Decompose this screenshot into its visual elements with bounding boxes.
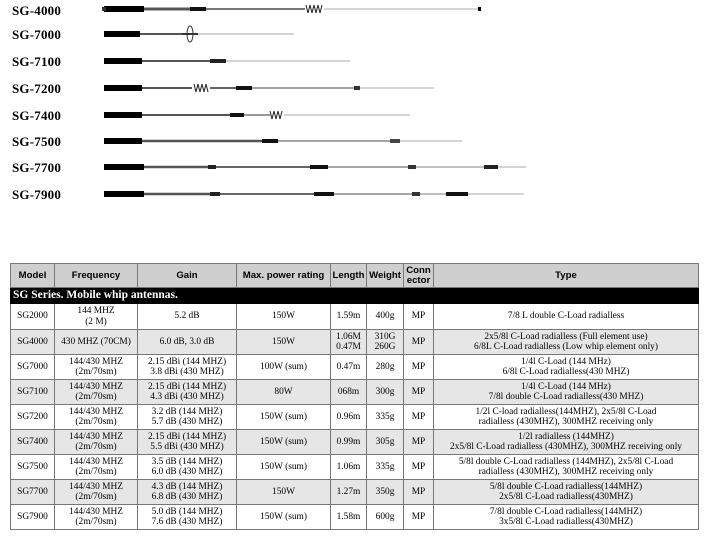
cell-connector: MP [404, 405, 434, 430]
cell-length-line: 0.47m [336, 361, 361, 372]
antenna-illustration [0, 181, 704, 208]
cell-gain-line: 4.3 dBi (430 MHZ) [150, 392, 224, 402]
cell-frequency-line: (2m/70sm) [75, 392, 117, 402]
cell-frequency-line: 144/430 MHZ [69, 406, 123, 417]
cell-weight-line: 310G [374, 331, 396, 342]
cell-gain [138, 480, 237, 505]
cell-gain-line: 5.0 dB (144 MHZ) [151, 506, 223, 517]
col-header-weight: Weight [367, 264, 404, 288]
cell-connector: MP [404, 505, 434, 530]
cell-gain-line: 2.15 dBi (144 MHZ) [147, 431, 227, 442]
cell-length [331, 505, 367, 530]
cell-type-line: 7/8 L double C-Load radialless [507, 311, 625, 322]
cell-length-line: 0.99m [336, 436, 361, 447]
cell-power: 150W [237, 304, 331, 330]
cell-weight-line: 600g [375, 511, 395, 522]
cell-weight-line: 260G [374, 342, 396, 352]
antenna-illustration [0, 154, 704, 181]
antenna-row [0, 128, 704, 155]
antenna-model-label: SG-7200 [12, 81, 62, 96]
col-header-frequency: Frequency [55, 264, 138, 288]
cell-weight [367, 405, 404, 430]
antenna-model-label: SG-7000 [12, 27, 62, 42]
cell-model: SG7100 [11, 380, 55, 405]
cell-model: SG7200 [11, 405, 55, 430]
antenna-row [0, 102, 704, 129]
series-title-row [11, 288, 699, 304]
cell-gain-line: 4.3 dB (144 MHZ) [151, 481, 223, 492]
cell-gain-line: 6.8 dB (430 MHZ) [151, 492, 223, 502]
antenna-model-label: SG-7700 [12, 160, 62, 175]
cell-type [434, 505, 699, 530]
cell-model: SG7700 [11, 480, 55, 505]
cell-type [434, 405, 699, 430]
cell-weight [367, 455, 404, 480]
cell-type [434, 480, 699, 505]
cell-power: 150W (sum) [237, 455, 331, 480]
cell-length-line: 1.27m [336, 486, 361, 497]
cell-power: 150W [237, 480, 331, 505]
cell-type [434, 304, 699, 330]
cell-weight-line: 335g [375, 461, 395, 472]
cell-type [434, 430, 699, 455]
cell-power: 150W [237, 330, 331, 355]
cell-power: 150W (sum) [237, 405, 331, 430]
cell-gain [138, 455, 237, 480]
cell-power: 80W [237, 380, 331, 405]
col-header-connector [404, 264, 434, 288]
cell-gain-line: 3.5 dB (144 MHZ) [151, 456, 223, 467]
spec-table [10, 263, 699, 530]
cell-model: SG7500 [11, 455, 55, 480]
cell-connector: MP [404, 380, 434, 405]
cell-type [434, 330, 699, 355]
cell-power: 100W (sum) [237, 355, 331, 380]
cell-model: SG7400 [11, 430, 55, 455]
antenna-model-label: SG-7100 [12, 54, 62, 69]
cell-power: 150W (sum) [237, 430, 331, 455]
cell-connector: MP [404, 430, 434, 455]
cell-frequency-line: (2m/70sm) [75, 367, 117, 377]
antenna-illustration [0, 75, 704, 102]
cell-weight [367, 505, 404, 530]
antenna-illustration [0, 128, 704, 155]
cell-length-line: 0.96m [336, 411, 361, 422]
cell-power: 150W (sum) [237, 505, 331, 530]
cell-type-line: 7/8l double C-Load radialless(430 MHZ) [488, 392, 644, 402]
cell-weight-line: 335g [375, 411, 395, 422]
cell-gain-line: 6.0 dB, 3.0 dB [159, 336, 215, 347]
cell-frequency-line: 430 MHZ (70CM) [61, 336, 131, 347]
cell-type-line: 1/4l C-Load (144 MHz) [521, 381, 611, 392]
cell-length [331, 455, 367, 480]
cell-gain [138, 380, 237, 405]
cell-gain-line: 5.5 dBi (430 MHZ) [150, 442, 224, 452]
cell-length [331, 380, 367, 405]
cell-type [434, 455, 699, 480]
table-row [11, 430, 699, 455]
table-row [11, 405, 699, 430]
cell-frequency-line: 144/430 MHZ [69, 506, 123, 517]
cell-type-line: 1/2l radialless (144MHZ) [518, 431, 614, 442]
cell-type-line: 6/8L C-Load radialless (Low whip element only) [474, 342, 658, 352]
antenna-illustration [0, 102, 704, 129]
cell-frequency [55, 405, 138, 430]
cell-type-line: 5/8l double C-Load radialless(144MHZ) [489, 481, 643, 492]
cell-connector: MP [404, 330, 434, 355]
antenna-model-label: SG-4000 [12, 3, 62, 18]
antenna-row [0, 48, 704, 75]
cell-frequency-line: 144/430 MHZ [69, 481, 123, 492]
cell-frequency-line: (2m/70sm) [75, 442, 117, 452]
series-title: SG Series. Mobile whip antennas. [11, 288, 699, 304]
cell-frequency-line: (2 M) [85, 316, 107, 327]
cell-type-line: radialless (430MHZ), 300MHZ receiving only [478, 417, 654, 427]
cell-weight [367, 480, 404, 505]
cell-weight-line: 300g [375, 386, 395, 397]
cell-length-line: 1.06M [336, 331, 361, 342]
cell-length [331, 304, 367, 330]
cell-type-line: 7/8l double C-Load radialless(144MHZ) [489, 506, 643, 517]
cell-gain-line: 3.2 dB (144 MHZ) [151, 406, 223, 417]
cell-frequency-line: 144 MHZ [77, 306, 115, 317]
cell-frequency-line: (2m/70sm) [75, 417, 117, 427]
cell-length [331, 405, 367, 430]
cell-frequency [55, 304, 138, 330]
antenna-illustration [0, 48, 704, 75]
table-row [11, 505, 699, 530]
cell-frequency-line: 144/430 MHZ [69, 456, 123, 467]
cell-gain [138, 355, 237, 380]
table-row [11, 355, 699, 380]
cell-length [331, 430, 367, 455]
cell-model: SG2000 [11, 304, 55, 330]
cell-type-line: 2x5/8l C-Load radialless(430MHZ) [499, 492, 633, 502]
col-header-connector-line: Conn [406, 264, 431, 276]
cell-weight-line: 400g [375, 311, 395, 322]
cell-length [331, 355, 367, 380]
cell-connector: MP [404, 304, 434, 330]
cell-frequency [55, 455, 138, 480]
cell-model: SG7900 [11, 505, 55, 530]
antenna-illustration [0, 21, 704, 48]
cell-model: SG4000 [11, 330, 55, 355]
antenna-row [0, 181, 704, 208]
cell-gain [138, 405, 237, 430]
cell-frequency [55, 480, 138, 505]
cell-gain-line: 3.8 dBi (430 MHZ) [150, 367, 224, 377]
cell-weight [367, 430, 404, 455]
table-row [11, 480, 699, 505]
col-header-model: Model [11, 264, 55, 288]
cell-model: SG7000 [11, 355, 55, 380]
cell-weight [367, 304, 404, 330]
table-row [11, 455, 699, 480]
cell-type-line: 2x5/8l C-Load radialless (Full element use) [484, 331, 648, 342]
cell-frequency [55, 355, 138, 380]
cell-gain-line: 5.2 dB [174, 311, 200, 322]
cell-length-line: 1.58m [336, 511, 361, 522]
cell-length-line: 1.59m [336, 311, 361, 322]
cell-weight-line: 280g [375, 361, 395, 372]
cell-frequency-line: 144/430 MHZ [69, 381, 123, 392]
cell-weight [367, 355, 404, 380]
antenna-model-label: SG-7500 [12, 134, 62, 149]
col-header-power: Max. power rating [237, 264, 331, 288]
cell-frequency-line: 144/430 MHZ [69, 431, 123, 442]
cell-frequency [55, 430, 138, 455]
cell-weight-line: 350g [375, 486, 395, 497]
antenna-row [0, 75, 704, 102]
cell-connector: MP [404, 455, 434, 480]
col-header-connector-line: ector [406, 274, 431, 286]
cell-type-line: 5/8l double C-Load radialless (144MHZ), 2x5/8l C-Load [458, 456, 674, 467]
table-row [11, 304, 699, 330]
cell-connector: MP [404, 355, 434, 380]
col-header-type: Type [434, 264, 699, 288]
cell-weight [367, 330, 404, 355]
table-row [11, 330, 699, 355]
cell-gain [138, 430, 237, 455]
cell-type [434, 380, 699, 405]
cell-type-line: 2x5/8l C-Load radialless (430MHZ), 300MHZ receiving only [450, 442, 682, 452]
antenna-model-label: SG-7900 [12, 187, 62, 202]
cell-type-line: 1/2l C-load radialless(144MHZ), 2x5/8l C-Load [475, 406, 657, 417]
table-header-row [11, 264, 699, 288]
cell-connector: MP [404, 480, 434, 505]
cell-type-line: 1/4l C-Load (144 MHz) [521, 356, 611, 367]
cell-length-line: 1.06m [336, 461, 361, 472]
cell-frequency [55, 505, 138, 530]
cell-frequency [55, 330, 138, 355]
cell-frequency-line: (2m/70sm) [75, 467, 117, 477]
cell-frequency-line: (2m/70sm) [75, 492, 117, 502]
antenna-row [0, 154, 704, 181]
table-row [11, 380, 699, 405]
cell-weight-line: 305g [375, 436, 395, 447]
cell-type-line: 3x5/8l C-Load radialless(430MHZ) [499, 517, 633, 527]
cell-gain-line: 5.7 dB (430 MHZ) [151, 417, 223, 427]
cell-length-line: 0.47M [336, 342, 361, 352]
cell-gain-line: 2.15 dBi (144 MHZ) [147, 381, 227, 392]
cell-gain-line: 2.15 dBi (144 MHZ) [147, 356, 227, 367]
col-header-length: Length [331, 264, 367, 288]
cell-length [331, 480, 367, 505]
cell-type [434, 355, 699, 380]
col-header-gain: Gain [138, 264, 237, 288]
cell-weight [367, 380, 404, 405]
antenna-model-label: SG-7400 [12, 108, 62, 123]
cell-length-line: 068m [337, 386, 360, 397]
cell-frequency [55, 380, 138, 405]
cell-type-line: 6/8l C-Load radialless(430 MHZ) [502, 367, 630, 377]
cell-gain [138, 505, 237, 530]
cell-gain [138, 304, 237, 330]
cell-length [331, 330, 367, 355]
cell-type-line: radialless (430MHZ), 300MHZ receiving only [478, 467, 654, 477]
cell-frequency-line: 144/430 MHZ [69, 356, 123, 367]
cell-gain [138, 330, 237, 355]
cell-gain-line: 7.6 dB (430 MHZ) [151, 517, 223, 527]
cell-frequency-line: (2m/70sm) [75, 517, 117, 527]
antenna-row [0, 21, 704, 48]
cell-gain-line: 6.0 dB (430 MHZ) [151, 467, 223, 477]
